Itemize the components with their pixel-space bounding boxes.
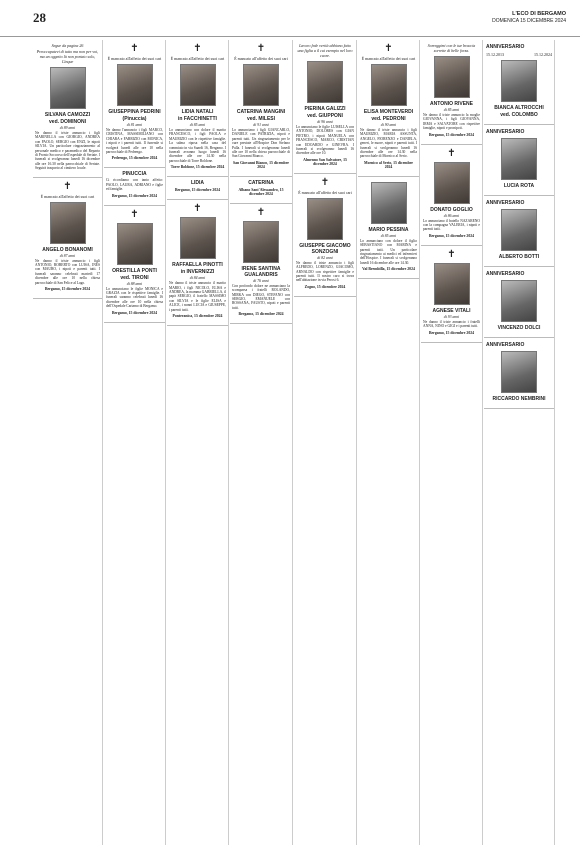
obituary-notice — [421, 145, 482, 246]
deceased-name: LIDIA — [190, 180, 205, 187]
column-7 — [421, 40, 483, 845]
portrait-photo — [501, 138, 537, 180]
notice-signature: Zogno, 15 dicembre 2024 — [304, 284, 346, 289]
newspaper-info — [492, 10, 566, 24]
anniversary-title: ANNIVERSARIO — [486, 342, 525, 348]
condolence-notice — [104, 168, 165, 205]
obituary-notice — [33, 178, 102, 299]
deceased-subname: ved. PEDRONI — [371, 116, 406, 122]
obituary-notice — [104, 206, 165, 323]
deceased-name: VINCENZO DOLCI — [497, 325, 541, 331]
deceased-subname: in INVERNIZZI — [180, 269, 215, 276]
portrait-photo — [501, 280, 537, 322]
notice-signature: Bergamo, 15 dicembre 2024 — [44, 287, 91, 292]
notice-signature: Bergamo, 15 dicembre 2024 — [428, 233, 475, 238]
notice-signature: Bergamo, 15 dicembre 2024 — [111, 193, 158, 198]
cross-icon: ✝ — [130, 208, 139, 220]
portrait-photo — [307, 61, 343, 103]
anniversary-title: ANNIVERSARIO — [486, 200, 525, 206]
deceased-age: di 85 anni — [189, 123, 206, 127]
notice-intro: È mancato all'affetto dei suoi cari — [361, 56, 416, 61]
obituary-notice — [421, 40, 482, 145]
notice-body: Lo annunciano le figlie MONICA e GRAZIA con le rispettive famiglie. I funerali saranno celebrati lunedì 16 dicembre alle ore 10 nella chiesa dell'Ospedale Cariamo di Bergamo. — [106, 286, 163, 309]
deceased-name: IRENE SANTINA GUALANDRIS — [241, 265, 281, 278]
deceased-age: di 85 anni — [443, 108, 460, 112]
notice-intro: È mancato all'affetto dei suoi cari — [234, 56, 288, 61]
notice-signature: San Giovanni Bianco, 15 dicembre 2024 — [233, 160, 289, 169]
portrait-photo — [371, 64, 407, 106]
obituary-notice — [167, 40, 228, 177]
notice-body: Ne danno l'annuncio i figli MARCO, CRISTINA, MASSIMILIANO con CHIARA e FABRIZIO con MONICA, i nipoti e i parenti tutti. Il funerale si svolgerà lunedì alle ore 10 nella parrocchiale di Pedrengo. — [106, 128, 163, 155]
deceased-name: AGNESE VITALI — [432, 307, 471, 314]
notice-signature: Bergamo, 15 dicembre 2024 — [111, 310, 158, 315]
column-8 — [484, 40, 555, 845]
newspaper-date: DOMENICA 15 DICEMBRE 2024 — [492, 18, 566, 24]
notice-intro: È mancato all'affetto dei suoi cari — [298, 189, 352, 195]
deceased-name: GIUSEPPE GIACOMO SONZOGNI — [299, 242, 351, 255]
portrait-photo — [434, 56, 470, 98]
deceased-age: di 81 anni — [126, 123, 143, 127]
deceased-name: RICCARDO NEMBRINI — [492, 396, 546, 402]
cross-icon: ✝ — [320, 176, 330, 188]
condolence-notice — [167, 177, 228, 200]
notice-signature: Albano Sant'Alessandro, 15 dicembre 2024 — [238, 187, 284, 196]
notice-signature: Mornico al Serio, 15 dicembre 2024 — [364, 160, 413, 169]
deceased-age: di 82 anni — [317, 255, 333, 260]
deceased-age: di 90 anni — [380, 123, 397, 127]
portrait-photo — [50, 67, 86, 109]
notice-body: Lo annunciano con dolore il figlio SEBASTIANO con MARINA e parenti tutti. Un particolare ringraziamento ai medici ed infermieri dell'Hospice. I funerali si svolgeranno lunedì 16 dicembre alle ore 14.30. — [360, 238, 417, 265]
obituary-notice — [230, 204, 292, 324]
notice-signature: Bergamo, 15 dicembre 2024 — [428, 330, 475, 335]
portrait-photo — [243, 221, 279, 263]
continued-label: Segue da pagina 26 — [51, 43, 84, 48]
anniversary-title: ANNIVERSARIO — [486, 44, 525, 50]
notice-signature: Pedrengo, 15 dicembre 2024 — [111, 156, 158, 161]
notice-body: Lo annunciano le figlie LUISELLA con ANTONIO, DOLORES con GIAN PIETRO, i nipoti MANUELA con FRANCESCO, MARCO, CRISTIAN con EDOARDO e GINEVRA. I funerali si svolgeranno lunedì 16 dicembre alle ore 10. — [296, 125, 354, 156]
notice-signature: Bergamo, 15 dicembre 2024 — [428, 132, 475, 137]
notice-body: Ne danno il triste annuncio il marito MARIO, i figli NICOLO, ELISA e ANDREA, la mamma GABRIELLA, il papà SERGIO, il fratello MASSIMO con SILVIA e le figlie ELISA e ALICE, i nonni LUCIA e GIUSEPPE, i parenti tutti. — [169, 281, 226, 312]
deceased-name: RAFFAELLA PINOTTI — [172, 262, 223, 269]
cross-icon: ✝ — [447, 147, 456, 159]
deceased-name: PIERINA GALIZZI — [304, 106, 346, 112]
deceased-name: LIDIA NATALI — [181, 109, 214, 115]
deceased-subname: ved. TIRONI — [120, 274, 149, 281]
notice-signature: Bergamo, 15 dicembre 2024 — [238, 312, 284, 317]
cross-icon: ✝ — [256, 43, 266, 54]
cross-icon: ✝ — [256, 206, 266, 218]
deceased-name: LUCIA ROTA — [503, 183, 535, 189]
anniversary-date-from: 15.12.2013 — [486, 52, 504, 57]
portrait-photo — [307, 198, 343, 240]
deceased-name: CATERINA MANGINI — [236, 109, 286, 115]
portrait-photo — [243, 64, 279, 106]
deceased-name: ELISA MONTEVERDI — [363, 109, 414, 115]
newspaper-name: L'ECO DI BERGAMO — [512, 11, 566, 17]
deceased-subname: (Pinuccia) — [122, 116, 147, 122]
anniversary-notice — [484, 267, 554, 338]
deceased-name: CATERINA — [248, 179, 274, 186]
deceased-subname: ved. GIUPPONI — [307, 113, 343, 119]
deceased-age: di 96 anni — [317, 120, 333, 124]
notice-body: Ci ricordiamo con tanto affetto: PAOLO, LAURA, ADRIANO e figlie ed famiglie. — [106, 178, 163, 192]
portrait-photo — [434, 162, 470, 204]
notice-body: Con profondo dolore ne annunciano la scomparsa i fratelli ROLANDO, MIRKA con DIEGO, STEFANO con SERGIO, EMANUELE con ROSSANA, FAUSTO, nipoti e parenti tutti. — [232, 283, 290, 310]
portrait-photo — [501, 209, 537, 251]
portrait-photo — [117, 64, 153, 106]
notice-body: Ne danno il triste annuncio i figli MAURIZIO, MARIA ASSUNTA, ANGELO, FIORENZO e DANIELA, generi, le nuore, nipoti e parenti tutti. I funerali si svolgeranno lunedì 16 dicembre alle ore 14.30 nella parrocchiale di Mornico al Serio. — [360, 128, 417, 159]
portrait-photo — [50, 202, 86, 244]
notice-body: Ne danno il triste annuncio la moglie GIOVANNA, i figli GIOVANNA, IRMA e SALVATORE con rispettive famiglie, nipoti e pronipoti. — [423, 113, 480, 131]
cross-icon: ✝ — [63, 180, 72, 192]
deceased-name: ANGELO BONANOMI — [42, 246, 93, 253]
portrait-photo — [434, 263, 470, 305]
column-2 — [104, 40, 166, 845]
deceased-age: di 84 anni — [189, 276, 206, 281]
notice-body: Ne danno il triste annuncio i fratelli ANNA, NINO e GIGI e i parenti tutti. — [423, 319, 480, 329]
notice-body: Lo annunciano i figli GIANCARLO, DANIELE con PATRIZIA, nipoti e parenti tutti. Un ringraziamento per le cure prestate all'Hospice Don Stefano Palla. I funerali si svolgeranno lunedì alle ore 10 nella chiesa parrocchiale di San Giovanni Bianco. — [232, 128, 290, 159]
notice-body: Lo annunciano con dolore il marito FRANCESCO, i figli PAOLA e MAURIZIO con le rispettive famiglie. La salma riposa nella casa del commiato in via Suardi 16, Bergamo. I funerali avranno luogo lunedì 16 dicembre alle ore 14.30 nella parrocchiale di Torre Boldone. — [169, 128, 226, 163]
obituary-notice — [104, 40, 165, 168]
deceased-age: di 91 anni — [253, 123, 269, 127]
anniversary-notice — [484, 40, 554, 125]
cross-icon: ✝ — [193, 203, 202, 215]
deceased-subname: in FACCHINETTI — [178, 116, 217, 122]
anniversary-notice — [484, 196, 554, 267]
column-5 — [294, 40, 357, 845]
notice-body: Ne danno il triste annuncio i figli MARINELLA con GIORGIO, ANDREA con PAOLO, SERGIO con ENZI, le nipoti SILVIA. Un particolare ringraziamento al personale medico e paramedico del Reparto di Pronto Soccorso dell'ospedale di Seriate. I funerali si svolgeranno lunedì 16 dicembre alle ore 16.30 nella parrocchiale di Seriate. Seguirà trasporto al cimitero locale. — [35, 131, 100, 171]
notice-body: Lo annunciano il fratello NAZARENO con la compagna VALERIA, i nipoti e parenti tutti. — [423, 218, 480, 232]
column-3 — [167, 40, 229, 845]
anniversary-dates — [486, 52, 552, 57]
deceased-name: ALBERTO BOTTI — [498, 254, 540, 260]
deceased-subname: ved. COLOMBO — [500, 112, 538, 118]
portrait-photo — [117, 223, 153, 265]
anniversary-title: ANNIVERSARIO — [486, 129, 525, 135]
obituary-notice — [33, 40, 102, 178]
deceased-name: ORESTILLA PONTI — [112, 267, 157, 274]
deceased-subname: ved. MILESI — [246, 116, 276, 122]
notice-intro: È mancato all'affetto dei suoi cari — [107, 56, 162, 61]
anniversary-title: ANNIVERSARIO — [486, 271, 525, 277]
notice-signature: Ponteranica, 15 dicembre 2024 — [172, 314, 223, 319]
deceased-name: ANTONIO RIVENE — [430, 101, 473, 107]
deceased-name: BIANCA ALTROCCHI — [494, 105, 544, 111]
anniversary-notice — [484, 338, 554, 409]
deceased-age: di 87 anni — [59, 253, 76, 258]
cross-icon: ✝ — [130, 43, 139, 54]
deceased-name: DONATO GOGLIO — [430, 206, 473, 213]
obituary-notice — [358, 40, 419, 177]
portrait-photo — [501, 60, 537, 102]
notice-signature: Bergamo, 15 dicembre 2024 — [174, 188, 221, 193]
deceased-age: di 88 anni — [126, 281, 143, 286]
obituary-notice — [294, 40, 356, 174]
obituary-notice — [421, 246, 482, 343]
notice-signature: Val Brembilla, 15 dicembre 2024 — [362, 267, 415, 272]
notice-body: Ne danno il triste annuncio i figli ANTONIO, ROBERTO con LUISA, INES con MAURO, i nipoti e parenti tutti. I funerali saranno celebrati martedì 17 dicembre alle ore 10 nella chiesa parrocchiale di San Felice al Lago. — [35, 258, 100, 285]
column-4 — [230, 40, 293, 845]
deceased-name: GIUSEPPINA PEDRINI — [108, 109, 161, 115]
condolence-notice — [230, 177, 292, 204]
anniversary-date-to: 15.12.2024 — [534, 52, 552, 57]
anniversary-notice — [484, 125, 554, 196]
obituary-notice — [230, 40, 292, 177]
deceased-age: di 86 anni — [443, 213, 460, 218]
column-1 — [33, 40, 103, 845]
deceased-subname: ved. DOMINONI — [49, 119, 86, 125]
obituary-notice — [358, 177, 419, 279]
notice-signature: Almenno San Salvatore, 15 dicembre 2024 — [303, 157, 347, 166]
portrait-photo — [180, 64, 216, 106]
notice-body: Ne danno il triste annuncio i figli ALFREDO, LORENZO, GIACOMO, ARNALDO con rispettive famiglie e parenti tutti. Il nostro caro si trova nell'abitazione in via Perosi 6. — [296, 260, 354, 283]
deceased-age: di 89 anni — [59, 126, 76, 130]
portrait-photo — [371, 182, 407, 224]
notice-intro: È mancato all'affetto dei suoi cari — [40, 193, 95, 199]
column-6 — [358, 40, 420, 845]
deceased-age: di 93 anni — [443, 314, 460, 319]
cross-icon: ✝ — [193, 43, 202, 54]
deceased-name: SILVANA CAMOZZI — [44, 112, 91, 118]
obituary-notice — [294, 174, 356, 297]
page-header — [0, 0, 580, 37]
cross-icon: ✝ — [447, 248, 456, 260]
deceased-name: MARIO PESSINA — [368, 226, 409, 233]
obituary-notice — [167, 200, 228, 326]
notice-signature: Torre Boldone, 15 dicembre 2024 — [170, 165, 225, 170]
poem-text: Lavoro fede verità abbiano fatto una figlia a il cui esempio nel loro cuore. — [297, 43, 353, 58]
deceased-age: di 85 anni — [380, 233, 397, 238]
notice-intro: È mancato all'affetto dei suoi cari — [170, 56, 225, 61]
poem-text: Sorreggimi con le tue braccia sorrette di belle forza. — [427, 43, 476, 53]
deceased-age: di 76 anni — [253, 278, 269, 283]
deceased-name: PINUCCIA — [122, 171, 147, 178]
portrait-photo — [180, 217, 216, 259]
portrait-photo — [501, 351, 537, 393]
page-number: 28 — [33, 10, 46, 25]
cross-icon: ✝ — [384, 43, 393, 54]
poem-text: Preoccupatevi di tutto ma non per voi, ma un oggetto là non portato solo, Cinque — [36, 49, 99, 64]
